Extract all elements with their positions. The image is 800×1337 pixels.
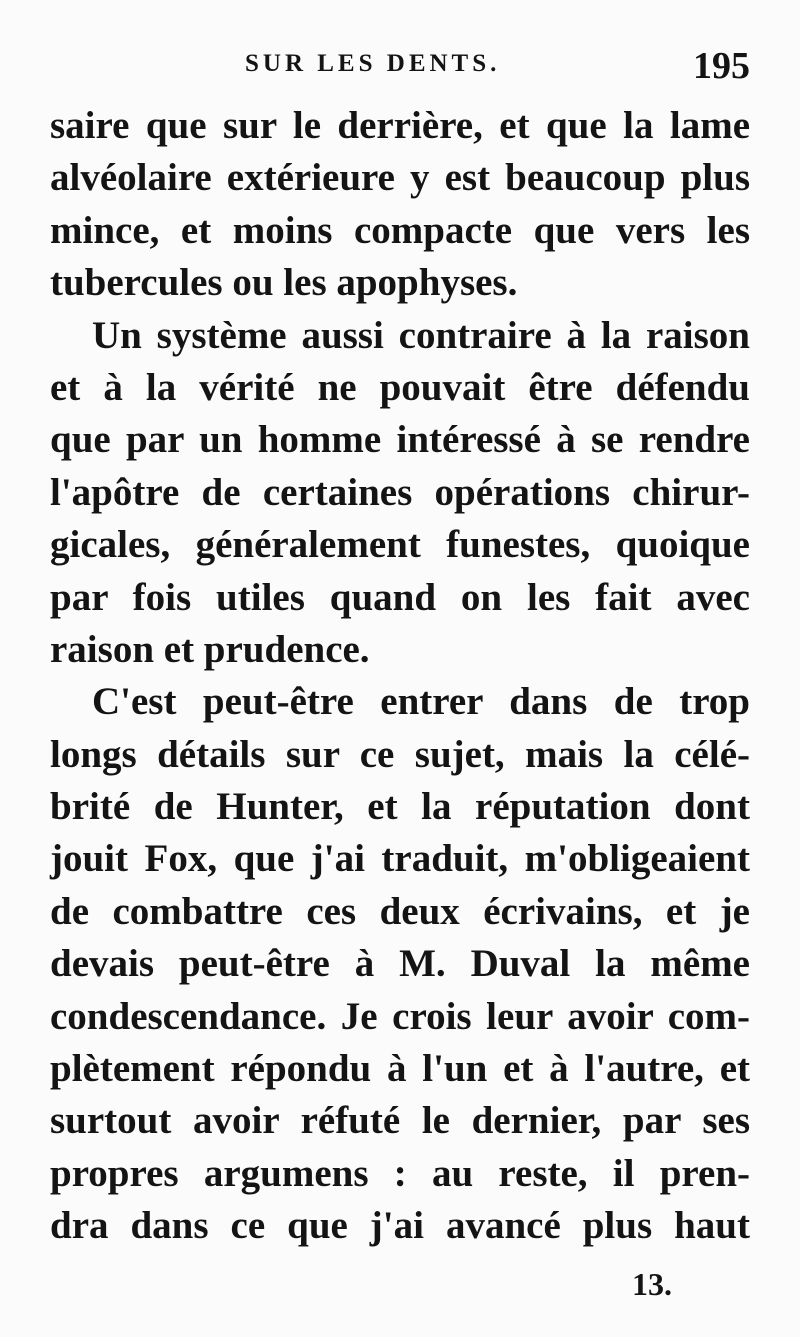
text-line: que par un homme intéressé à se rendre	[50, 418, 750, 462]
text-line: Un système aussi contraire à la raison	[92, 313, 750, 357]
text-line: gicales, généralement funestes, quoique	[50, 523, 750, 567]
text-line: condescendance. Je crois leur avoir com-	[50, 994, 750, 1038]
text-line: et à la vérité ne pouvait être défendu	[50, 365, 750, 409]
text-line: mince, et moins compacte que vers les	[50, 208, 750, 252]
text-line: alvéolaire extérieure y est beaucoup plus	[50, 156, 750, 200]
text-line: dra dans ce que j'ai avancé plus haut	[50, 1204, 750, 1248]
text-line: devais peut-être à M. Duval la même	[50, 942, 750, 986]
text-line: propres argumens : au reste, il pren-	[50, 1151, 750, 1195]
text-line: raison et prudence.	[50, 627, 370, 671]
text-line: tubercules ou les apophyses.	[50, 261, 518, 305]
page-number: 195	[693, 45, 750, 87]
text-line: surtout avoir réfuté le dernier, par ses	[50, 1099, 750, 1143]
text-line: longs détails sur ce sujet, mais la célé-	[50, 732, 750, 776]
running-title: SUR LES DENTS.	[245, 50, 501, 77]
text-line: l'apôtre de certaines opérations chirur-	[50, 470, 750, 514]
text-line: jouit Fox, que j'ai traduit, m'obligeaient	[50, 837, 750, 881]
text-line: saire que sur le derrière, et que la lame	[50, 104, 750, 147]
text-line: plètement répondu à l'un et à l'autre, et	[50, 1047, 750, 1091]
body-text	[50, 100, 750, 1253]
signature-mark: 13.	[632, 1266, 672, 1302]
text-line: brité de Hunter, et la réputation dont	[50, 785, 750, 829]
running-head	[50, 44, 750, 87]
text-line: par fois utiles quand on les fait avec	[50, 575, 750, 619]
text-line: de combattre ces deux écrivains, et je	[50, 889, 750, 933]
text-line: C'est peut-être entrer dans de trop	[92, 680, 750, 724]
